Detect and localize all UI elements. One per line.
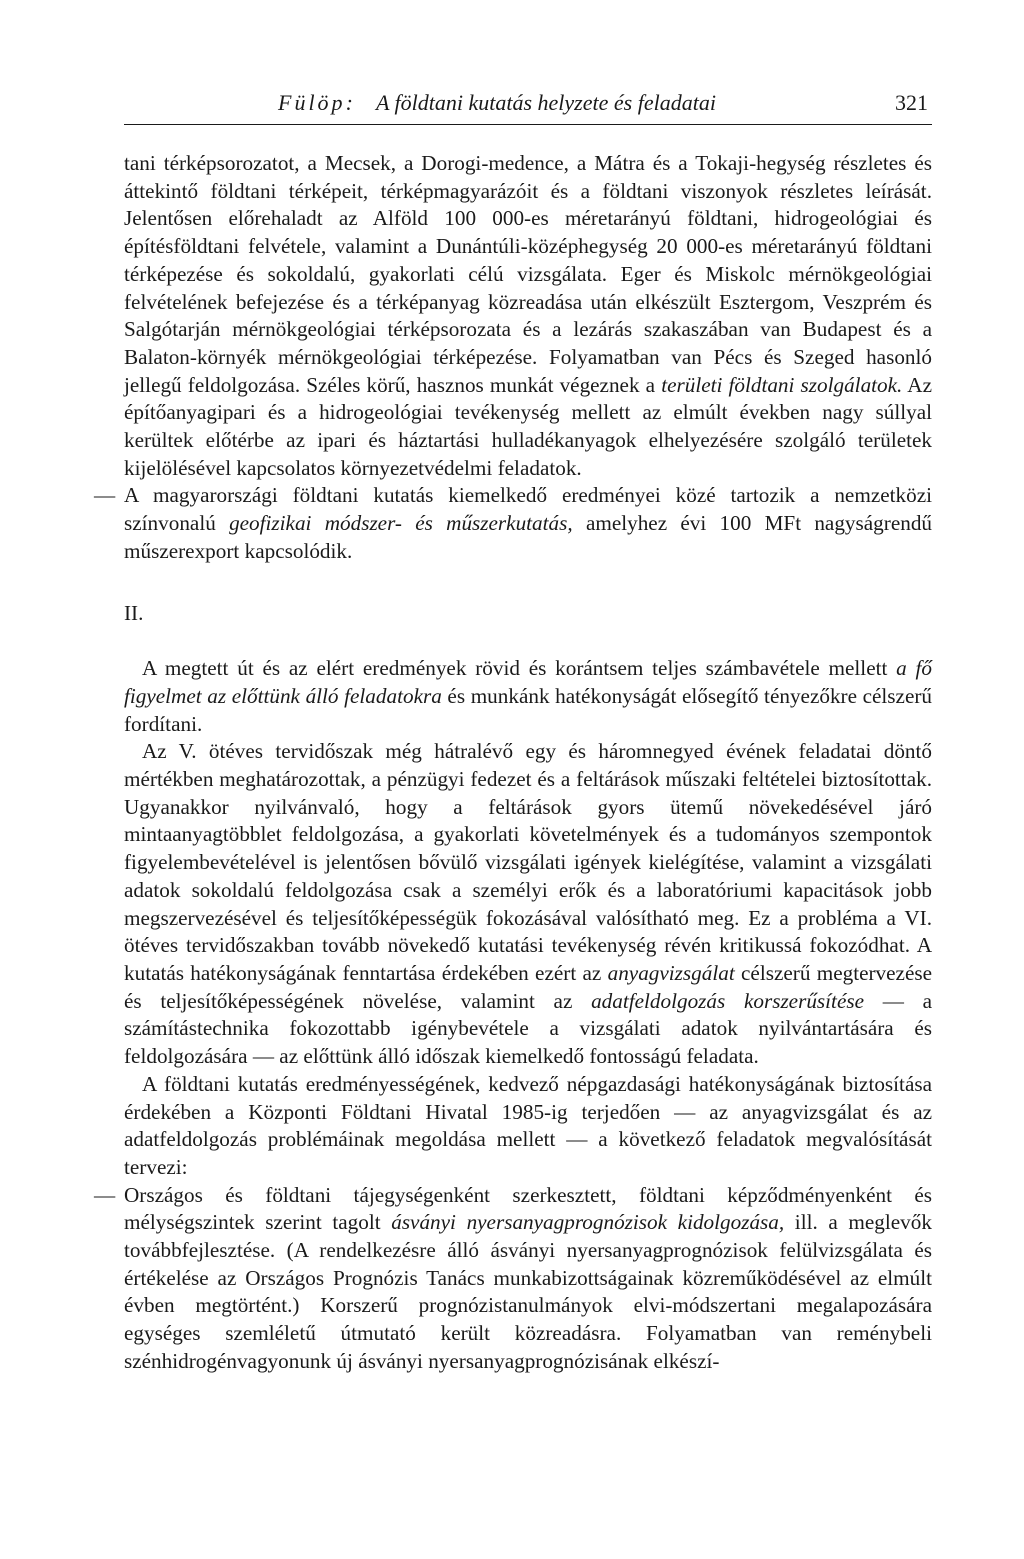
paragraph-1: tani térképsorozatot, a Mecsek, a Dorogi-medence, a Mátra és a Tokaji-hegység részletes és áttekintő földtani térképeit, térképmagyarázóit és a földtani viszonyok részletes leírását. Jelentősen előrehaladt az Alföld 100 000-es méretarányú földtani, hidrogeológiai és építésföldtani felvétele, valamint a Dunántúli-középhegység 20 000-es méretarányú földtani térképezése és sokoldalú, gyakorlati célú vizsgálata. Eger és Miskolc mérnökgeológiai felvételének befejezése és a térképanyag közreadása után elkészült Esztergom, Veszprém és Salgótarján mérnökgeológiai térképsorozata és a lezárás szakaszában van Budapest és a Balaton-környék mérnökgeológiai térképezése. Folyamatban van Pécs és Szeged hasonló jellegű feldolgozása. Széles körű, hasznos munkát végeznek a területi földtani szolgálatok. Az építőanyagipari és a hidrogeológiai tevékenység mellett az elmúlt években nagy súllyal kerültek előtérbe az ipari és háztartási hulladékanyagok elhelyezésére szolgáló területek kijelölésével kapcsolatos környezetvédelmi feladatok. bbox=[124, 151, 932, 480]
dash-bullet: — bbox=[94, 1182, 116, 1207]
paragraph-3: A megtett út és az elért eredmények rövid és korántsem teljes számbavétele mellett a fő figyelmet az előttünk álló feladatokra és munkánk hatékonyságát elősegítő tényezőkre célszerű fordítani. bbox=[124, 656, 933, 736]
paragraph-5: A földtani kutatás eredményességének, kedvező népgazdasági hatékonyságának biztosítása érdekében a Központi Földtani Hivatal 1985-ig terjedően — az anyagvizsgálat és az adatfeldolgozás problémáinak megoldása mellett — a következő feladatok megvalósítását tervezi: bbox=[124, 1071, 932, 1179]
dash-bullet: — bbox=[94, 483, 116, 508]
running-head-title: A földtani kutatás helyzete és feladatai bbox=[376, 90, 716, 115]
running-head-author: Fülöp: bbox=[278, 90, 356, 115]
section-heading: II. bbox=[124, 600, 144, 625]
page-number: 321 bbox=[895, 90, 928, 115]
paragraph-4: Az V. ötéves tervidőszak még hátralévő egy és háromnegyed évének feladatai döntő mértékben meghatározottak, a pénzügyi fedezet és a feltárások műszaki feltételei biztosítottak. Ugyanakkor nyilvánvaló, hogy a feltárások gyors ütemű növekedésével járó mintaanyagtöbblet feldolgozása, a gyakorlati követelmények és a tudományos szempontok figyelembevételével is jelentősen bővülő vizsgálati igények kielégítése, valamint a vizsgálati adatok sokoldalú feldolgozása csak a személyi erők és a laboratóriumi kapacitások jobb megszervezésével és teljesítőképességük fokozásával valósítható meg. Ez a probléma a VI. ötéves tervidőszakban tovább növekedő kutatási tevékenység révén kritikussá fokozódhat. A kutatás hatékonyságának fenntartása érdekében ezért az anyagvizsgálat célszerű megtervezése és teljesítőképességének növelése, valamint az adatfeldolgozás korszerűsítése — a számítástechnika fokozottabb igénybevétele a vizsgálati adatok nyilvántartására és feldolgozására — az előttünk álló időszak kiemelkedő fontosságú feladata. bbox=[124, 739, 932, 1069]
body-text bbox=[94, 150, 933, 1376]
paragraph-2: — A magyarországi földtani kutatás kiemelkedő eredményei közé tartozik a nemzetközi színvonalú geofizikai módszer- és műszerkutatás, amelyhez évi 100 MFt nagyságrendű műszerexport kapcsolódik. bbox=[94, 483, 933, 563]
paragraph-6: — Országos és földtani tájegységenként szerkesztett, földtani képződményenként és mélységszintek szerint tagolt ásványi nyersanyagprognózisok kidolgozása, ill. a meglevők továbbfejlesztése. (A rendelkezésre álló ásványi nyersanyagprognózisok felülvizsgálata és értékelése az Országos Prognózis Tanács munkabizottságainak közreműködésével az elmúlt évben megtörtént.) Korszerű prognózistanulmányok elvi-módszertani megalapozására egységes szemléletű útmutató került közreadásra. Folyamatban van reménybeli szénhidrogénvagyonunk új ásványi nyersanyagprognózisának elkészí- bbox=[94, 1182, 932, 1373]
running-head bbox=[124, 90, 932, 125]
